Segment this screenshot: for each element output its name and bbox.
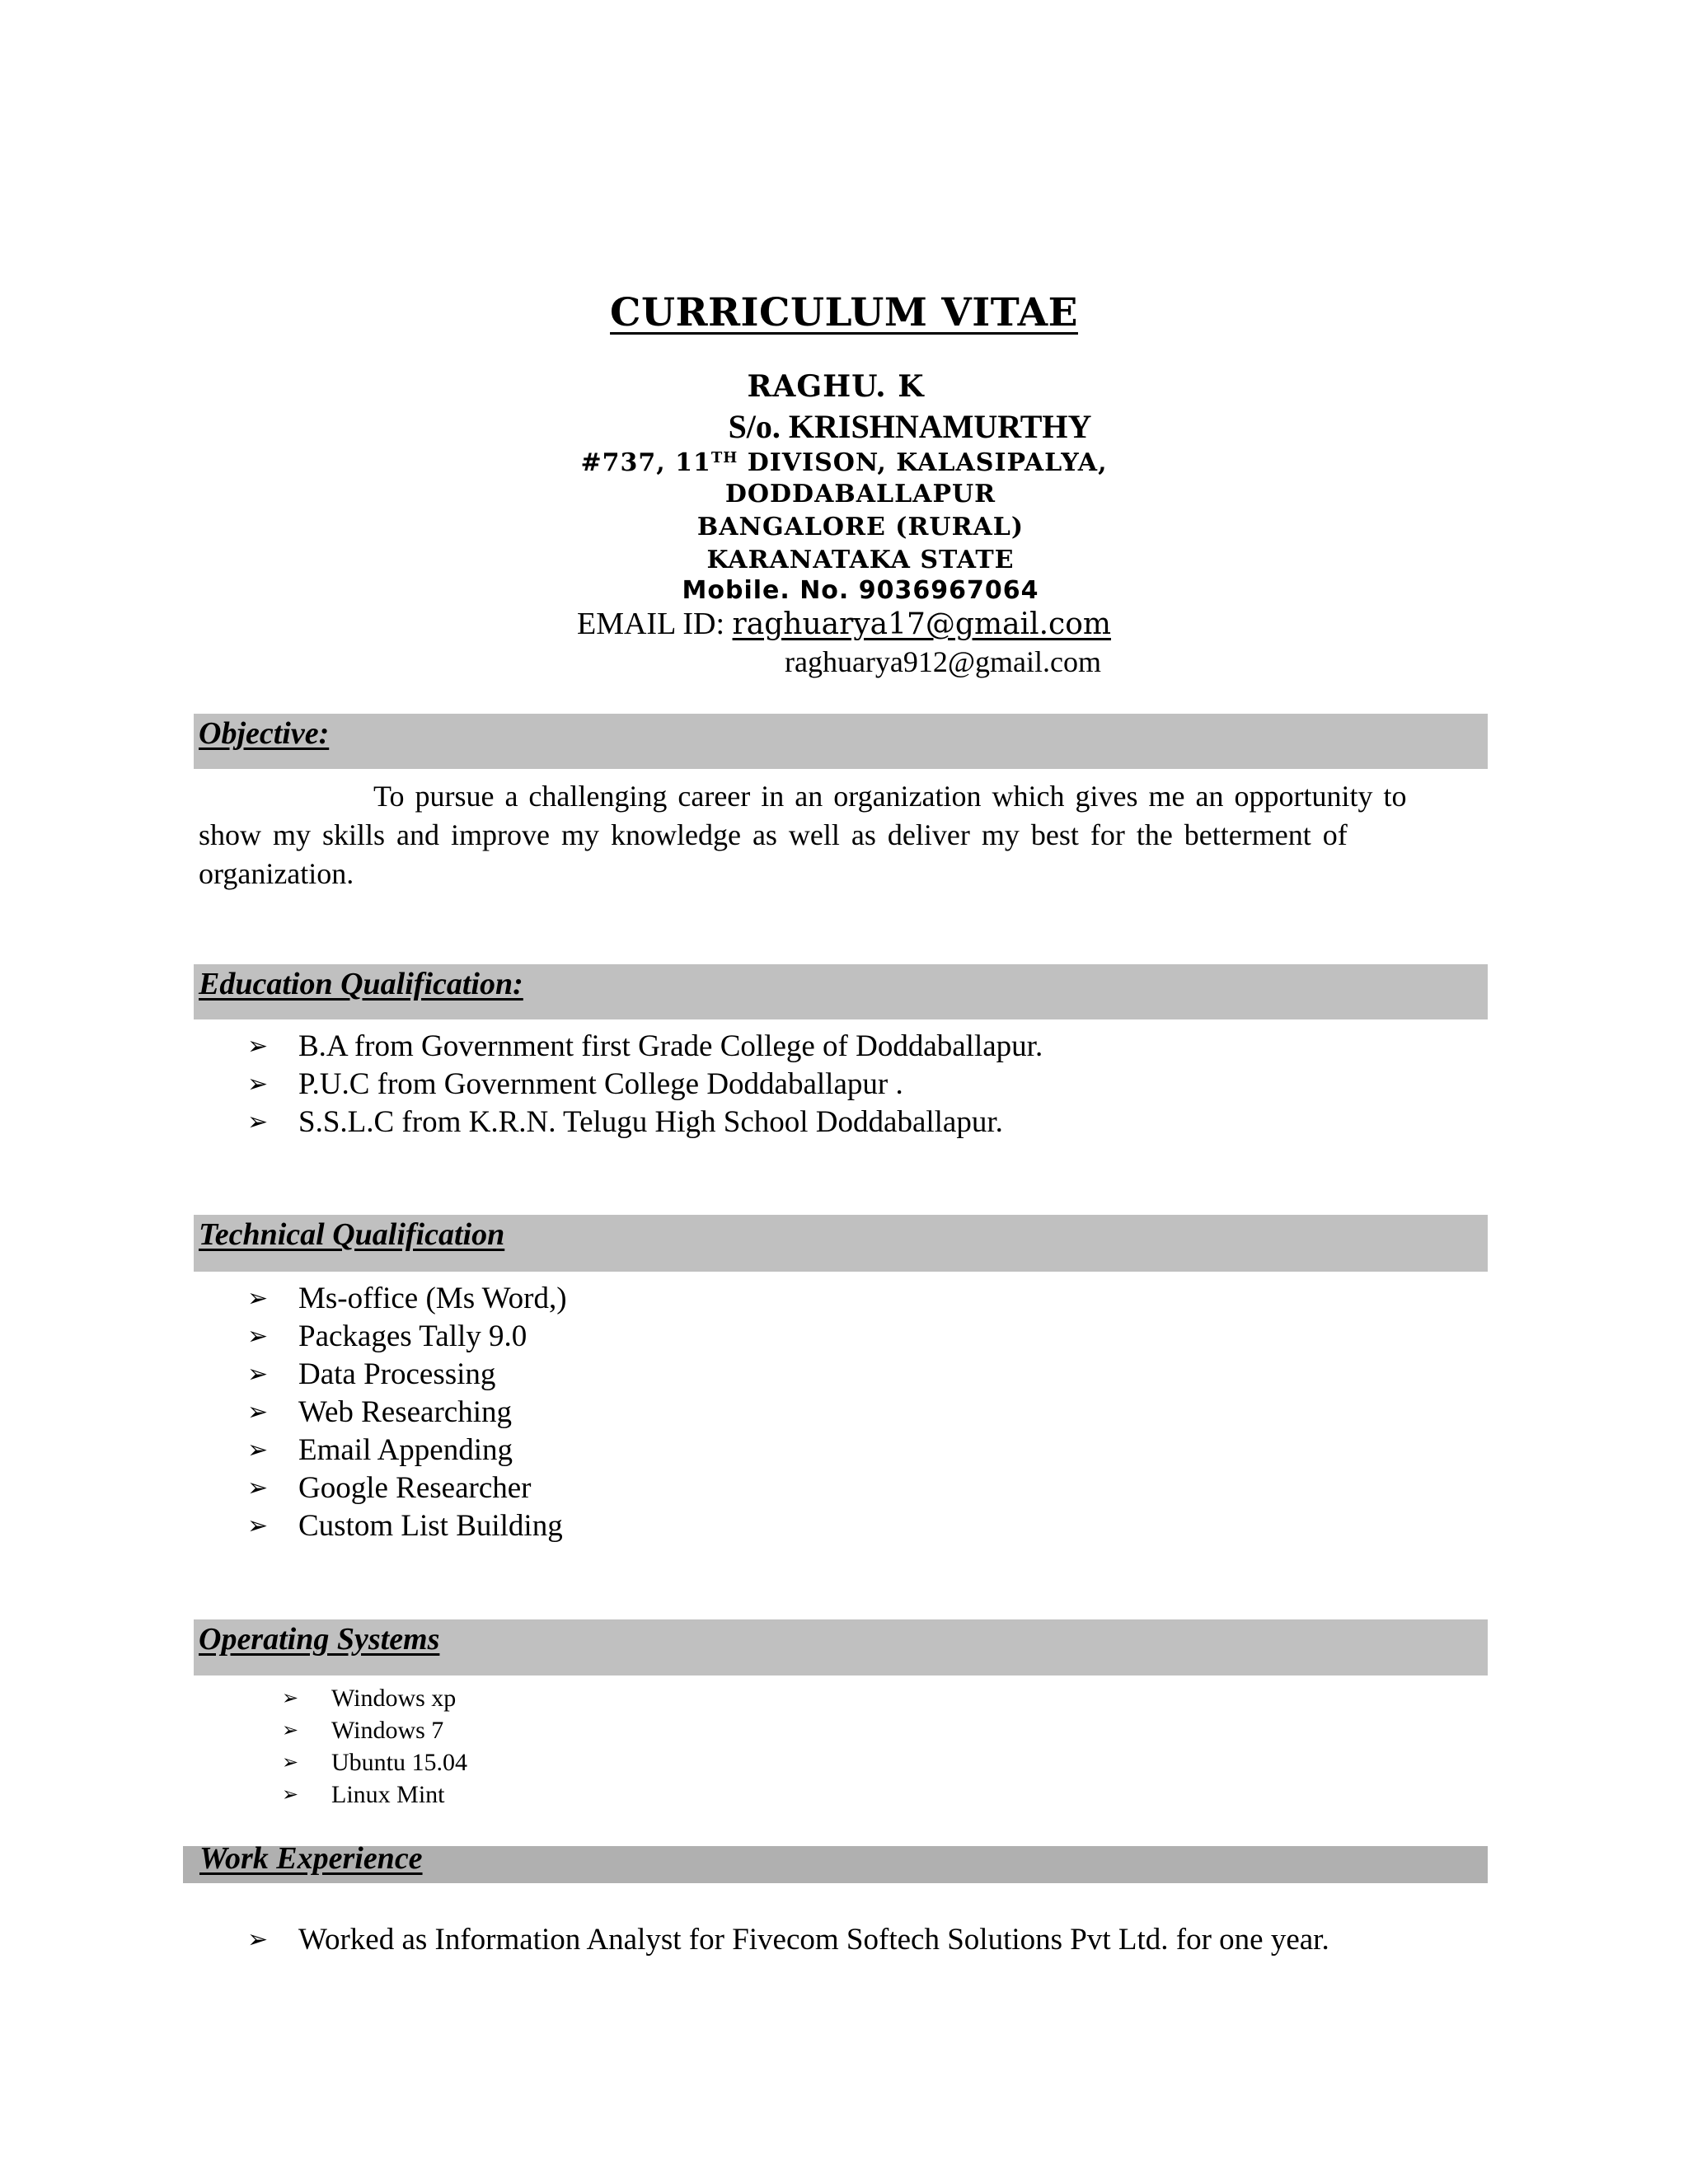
arrow-bullet-icon: ➢ (282, 1750, 299, 1774)
arrow-bullet-icon: ➢ (282, 1783, 299, 1806)
technical-list (247, 1280, 567, 1545)
arrow-bullet-icon: ➢ (247, 1398, 269, 1427)
address-line-1-suffix: DIVISON, KALASIPALYA, (738, 448, 1108, 477)
list-item-text: S.S.L.C from K.R.N. Telugu High School Doddaballapur. (298, 1105, 1003, 1139)
list-item-text: Ms-office (Ms Word,) (298, 1282, 567, 1315)
list-item (247, 1104, 1043, 1141)
list-item (247, 1318, 567, 1356)
address-line-2: DODDABALLAPUR (724, 480, 996, 509)
list-item-text: P.U.C from Government College Doddaballapur . (298, 1067, 903, 1101)
mobile-number: Mobile. No. 9036967064 (682, 576, 1039, 605)
list-item-text: Packages Tally 9.0 (298, 1319, 528, 1353)
list-item-text: Worked as Information Analyst for Fivecom Softech Solutions Pvt Ltd. for one year. (298, 1923, 1329, 1957)
list-item (247, 1921, 1329, 1959)
arrow-bullet-icon: ➢ (247, 1436, 269, 1465)
candidate-name: RAGHU. K (747, 369, 925, 404)
arrow-bullet-icon: ➢ (247, 1474, 269, 1502)
education-heading: Education Qualification: (199, 967, 523, 1001)
list-item-text: B.A from Government first Grade College of Doddaballapur. (298, 1029, 1043, 1063)
address-line-1 (0, 448, 1688, 477)
address-line-3: BANGALORE (RURAL) (696, 513, 1025, 541)
arrow-bullet-icon: ➢ (247, 1070, 269, 1099)
work-list (247, 1921, 1329, 1959)
document-title: CURRICULUM VITAE (610, 290, 1078, 335)
os-heading: Operating Systems (199, 1622, 440, 1657)
work-section-bar (183, 1841, 1488, 1883)
arrow-bullet-icon: ➢ (282, 1686, 299, 1709)
list-item (282, 1746, 467, 1779)
objective-heading: Objective: (199, 716, 330, 751)
arrow-bullet-icon: ➢ (247, 1032, 269, 1061)
work-heading: Work Experience (199, 1841, 423, 1876)
list-item-text: Windows 7 (331, 1717, 444, 1744)
objective-section-bar (194, 714, 1488, 769)
list-item (247, 1280, 567, 1318)
address-line-4: KARANATAKA STATE (706, 546, 1015, 574)
arrow-bullet-icon: ➢ (247, 1360, 269, 1389)
objective-line: organization. (199, 857, 354, 890)
list-item (247, 1432, 567, 1469)
arrow-bullet-icon: ➢ (247, 1322, 269, 1351)
email-label: EMAIL ID: (576, 607, 733, 641)
list-item-text: Data Processing (298, 1357, 496, 1391)
technical-section-bar (194, 1215, 1488, 1272)
arrow-bullet-icon: ➢ (247, 1511, 269, 1540)
list-item (282, 1682, 467, 1714)
list-item (247, 1394, 567, 1432)
father-name: S/o. KRISHNAMURTHY (728, 408, 1092, 445)
education-list (247, 1028, 1043, 1141)
arrow-bullet-icon: ➢ (247, 1925, 269, 1954)
address-line-1-superscript: TH (710, 449, 738, 466)
os-list (282, 1682, 467, 1811)
list-item-text: Windows xp (331, 1685, 457, 1712)
list-item-text: Email Appending (298, 1433, 513, 1467)
list-item (247, 1356, 567, 1394)
email-line (0, 606, 1688, 642)
list-item (247, 1469, 567, 1507)
email-secondary: raghuarya912@gmail.com (784, 645, 1102, 678)
list-item-text: Ubuntu 15.04 (331, 1749, 467, 1776)
objective-line: To pursue a challenging career in an organization which gives me an opportunity to (373, 780, 1407, 813)
objective-text (199, 777, 1472, 893)
arrow-bullet-icon: ➢ (282, 1718, 299, 1741)
list-item-text: Linux Mint (331, 1781, 445, 1808)
objective-line: show my skills and improve my knowledge as well as deliver my best for the betterment of (199, 818, 1348, 851)
list-item-text: Google Researcher (298, 1471, 532, 1505)
os-section-bar (194, 1619, 1488, 1675)
technical-heading: Technical Qualification (199, 1217, 505, 1252)
list-item-text: Web Researching (298, 1395, 512, 1429)
list-item (247, 1507, 567, 1545)
email-primary-link[interactable]: raghuarya17@gmail.com (732, 607, 1112, 641)
arrow-bullet-icon: ➢ (247, 1284, 269, 1313)
list-item (282, 1714, 467, 1746)
address-line-1-prefix: #737, 11 (580, 448, 711, 477)
list-item (247, 1066, 1043, 1104)
list-item (282, 1779, 467, 1811)
education-section-bar (194, 964, 1488, 1019)
list-item-text: Custom List Building (298, 1509, 563, 1543)
arrow-bullet-icon: ➢ (247, 1108, 269, 1137)
list-item (247, 1028, 1043, 1066)
